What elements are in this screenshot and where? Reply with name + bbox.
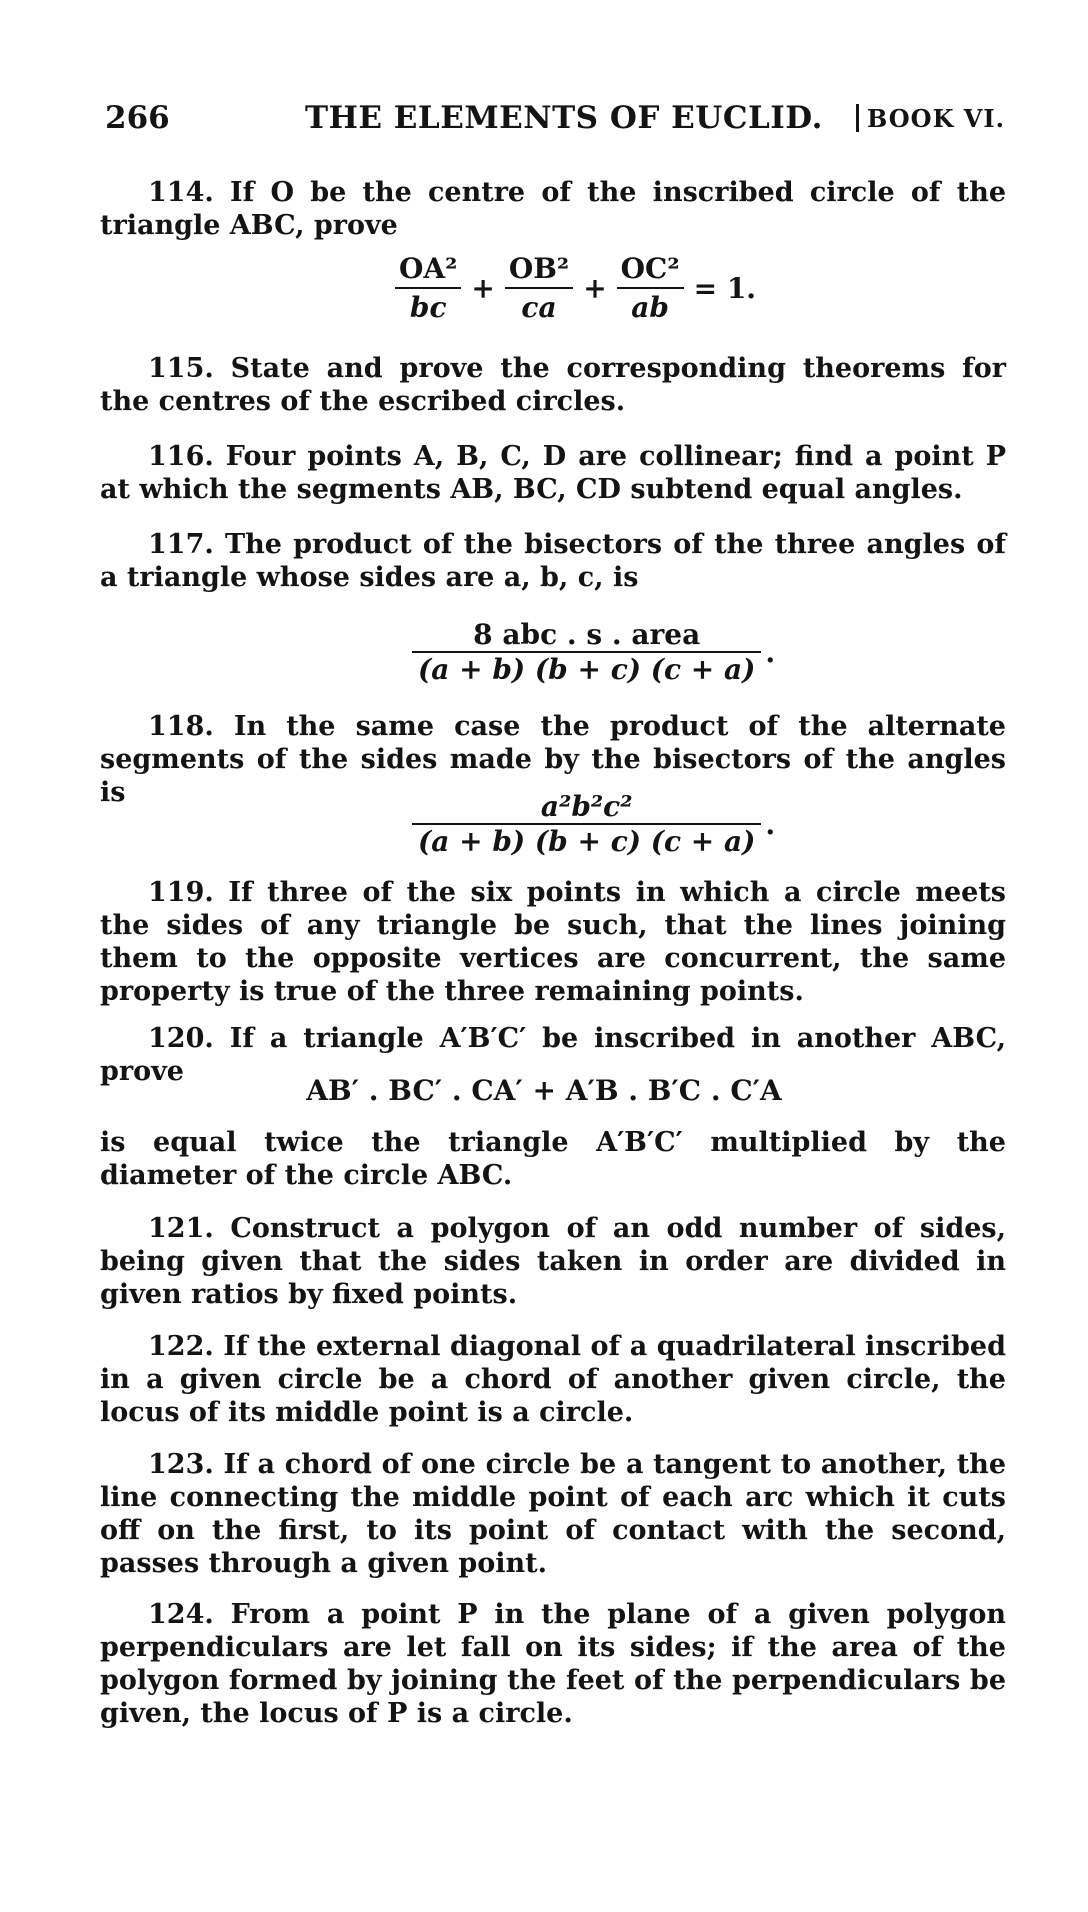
problem-text: If O be the centre of the inscribed circle of the triangle ABC, prove: [100, 177, 1006, 241]
problem-number: 120.: [148, 1023, 214, 1054]
problem-text: Four points A, B, C, D are collinear; find a point P at which the segments AB, BC, CD subtend equal angles.: [100, 441, 1006, 505]
problem-text: If a chord of one circle be a tangent to another, the line connecting the middle point of each arc which it cuts off on the first, to its point of contact with the second, passes through a given point.: [100, 1449, 1006, 1579]
problem-115: [100, 352, 1006, 418]
problem-text: In the same case the product of the alternate segments of the sides made by the bisectors of the angles is: [100, 711, 1006, 808]
equation-118: $\frac{\text{a²b²c²}}{(a + b) (b + c) (c + a)}$ .: [412, 790, 775, 858]
problem-text: The product of the bisectors of the three angles of a triangle whose sides are a, b, c, is: [100, 529, 1006, 593]
problem-123: [100, 1448, 1006, 1580]
problem-number: 115.: [148, 353, 214, 384]
problem-119: [100, 876, 1006, 1008]
problem-number: 124.: [148, 1599, 214, 1630]
problem-number: 116.: [148, 441, 214, 472]
problem-text: If a triangle A′B′C′ be inscribed in another ABC, prove: [100, 1023, 1006, 1087]
fraction-ob: $\frac{\text{OB²}}{ca}$: [505, 252, 573, 324]
fraction-segments: $\frac{\text{a²b²c²}}{(a + b) (b + c) (c + a)}$: [412, 790, 761, 858]
problem-number: 123.: [148, 1449, 214, 1480]
running-header: [105, 100, 1005, 144]
problem-122: [100, 1330, 1006, 1429]
page-number: 266: [105, 100, 170, 136]
equation-114: $\frac{\text{OA²}}{bc}$ + $\frac{\text{OB²}}{ca}$ + $\frac{\text{OC²}}{ab}$ = 1.: [395, 252, 766, 324]
problem-121: [100, 1212, 1006, 1311]
book-label: BOOK VI.: [856, 104, 1005, 133]
problem-number: 114.: [148, 177, 214, 208]
problem-text: From a point P in the plane of a given polygon perpendiculars are let fall on its sides; if the area of the polygon formed by joining the feet of the perpendiculars be given, the locus of P is a circle.: [100, 1599, 1007, 1729]
problem-number: 118.: [148, 711, 214, 742]
problem-117: [100, 528, 1006, 594]
problem-text: If the external diagonal of a quadrilateral inscribed in a given circle be a chord of another given circle, the locus of its middle point is a circle.: [100, 1331, 1006, 1428]
running-title: THE ELEMENTS OF EUCLID.: [305, 100, 823, 136]
fraction-bisectors: $\frac{\text{8 abc . s . area}}{(a + b) (b + c) (c + a)}$: [412, 618, 761, 686]
equation-rhs: = 1.: [693, 271, 757, 305]
header-rule: [856, 104, 859, 132]
equation-expression: AB′ . BC′ . CA′ + A′B . B′C . C′A: [306, 1074, 782, 1107]
problem-number: 121.: [148, 1213, 214, 1244]
problem-number: 117.: [148, 529, 214, 560]
fraction-oc: $\frac{\text{OC²}}{ab}$: [617, 252, 684, 324]
equation-120: [0, 1074, 1088, 1107]
problem-120-continued: [100, 1126, 1006, 1192]
problem-text: If three of the six points in which a circle meets the sides of any triangle be such, that the lines joining them to the opposite vertices are concurrent, the same property is true of the three remaining points.: [100, 877, 1007, 1007]
problem-116: [100, 440, 1006, 506]
problem-text: State and prove the corresponding theorems for the centres of the escribed circles.: [100, 353, 1006, 417]
problem-114: [100, 176, 1006, 242]
problem-text: is equal twice the triangle A′B′C′ multiplied by the diameter of the circle ABC.: [100, 1127, 1006, 1191]
problem-124: [100, 1598, 1006, 1730]
problem-number: 119.: [148, 877, 214, 908]
equation-117: $\frac{\text{8 abc . s . area}}{(a + b) (b + c) (c + a)}$ .: [412, 618, 775, 686]
problem-text: Construct a polygon of an odd number of sides, being given that the sides taken in order are divided in given ratios by fixed points.: [100, 1213, 1006, 1310]
problem-number: 122.: [148, 1331, 214, 1362]
fraction-oa: $\frac{\text{OA²}}{bc}$: [395, 252, 461, 324]
